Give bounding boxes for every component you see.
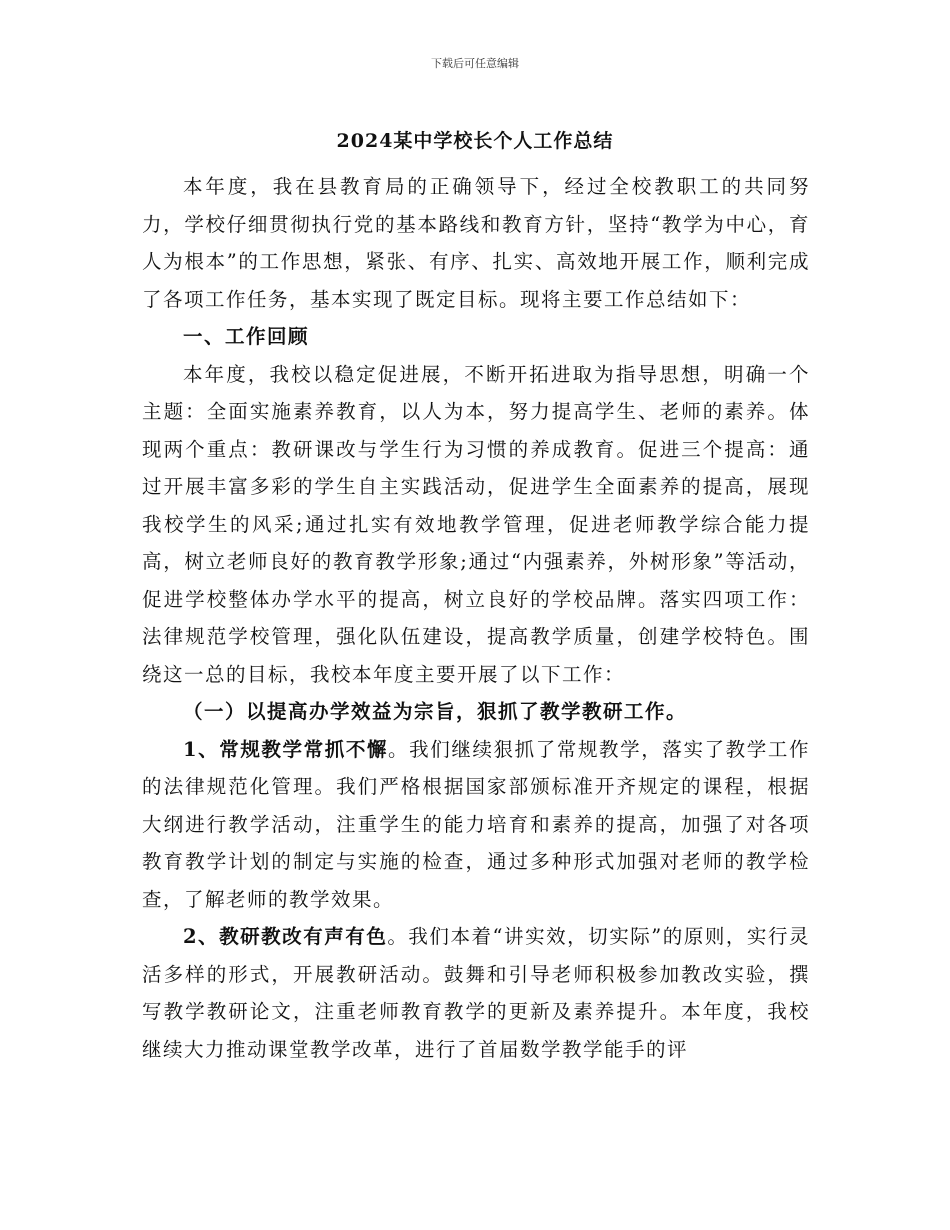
intro-paragraph: 本年度，我在县教育局的正确领导下，经过全校教职工的共同努力，学校仔细贯彻执行党的基本路线和教育方针，坚持“教学为中心，育人为根本”的工作思想，紧张、有序、扎实、高效地开展工作，顺利完成了各项工作任务，基本实现了既定目标。现将主要工作总结如下：	[142, 175, 810, 311]
section-heading-review: 一、工作回顾	[182, 325, 309, 348]
header-note: 下载后可任意编辑	[431, 57, 519, 70]
item1-text: 。我们继续狠抓了常规教学，落实了教学工作的法律规范化管理。我们严格根据国家部颁标准开齐规定的课程，根据大纲进行教学活动，注重学生的能力培育和素养的提高，加强了对各项教育教学计划的制定与实施的检查，通过多种形式加强对老师的教学检查，了解老师的教学效果。	[142, 737, 810, 911]
item1-paragraph	[142, 731, 810, 919]
document-title: 2024某中学校长个人工作总结	[336, 130, 614, 152]
subsection-heading-teaching: （一）以提高办学效益为宗旨，狠抓了教学教研工作。	[182, 700, 687, 723]
item2-paragraph	[142, 918, 810, 1068]
document-body	[142, 168, 810, 1068]
item2-lead: 2、教研教改有声有色	[182, 925, 388, 948]
item2-text: 。我们本着“讲实效，切实际”的原则，实行灵活多样的形式，开展教研活动。鼓舞和引导老师积极参加教改实验，撰写教学教研论文，注重老师教育教学的更新及素养提升。本年度，我校继续大力推动课堂教学改革，进行了首届数学教学能手的评	[142, 925, 810, 1061]
item1-lead: 1、常规教学常抓不懈	[182, 737, 389, 761]
review-paragraph: 本年度，我校以稳定促进展，不断开拓进取为指导思想，明确一个主题：全面实施素养教育，以人为本，努力提高学生、老师的素养。体现两个重点：教研课改与学生行为习惯的养成教育。促进三个提高：通过开展丰富多彩的学生自主实践活动，促进学生全面素养的提高，展现我校学生的风采;通过扎实有效地教学管理，促进老师教学综合能力提高，树立老师良好的教育教学形象;通过“内强素养，外树形象”等活动，促进学校整体办学水平的提高，树立良好的学校品牌。落实四项工作：法律规范学校管理，强化队伍建设，提高教学质量，创建学校特色。围绕这一总的目标，我校本年度主要开展了以下工作：	[142, 362, 810, 686]
